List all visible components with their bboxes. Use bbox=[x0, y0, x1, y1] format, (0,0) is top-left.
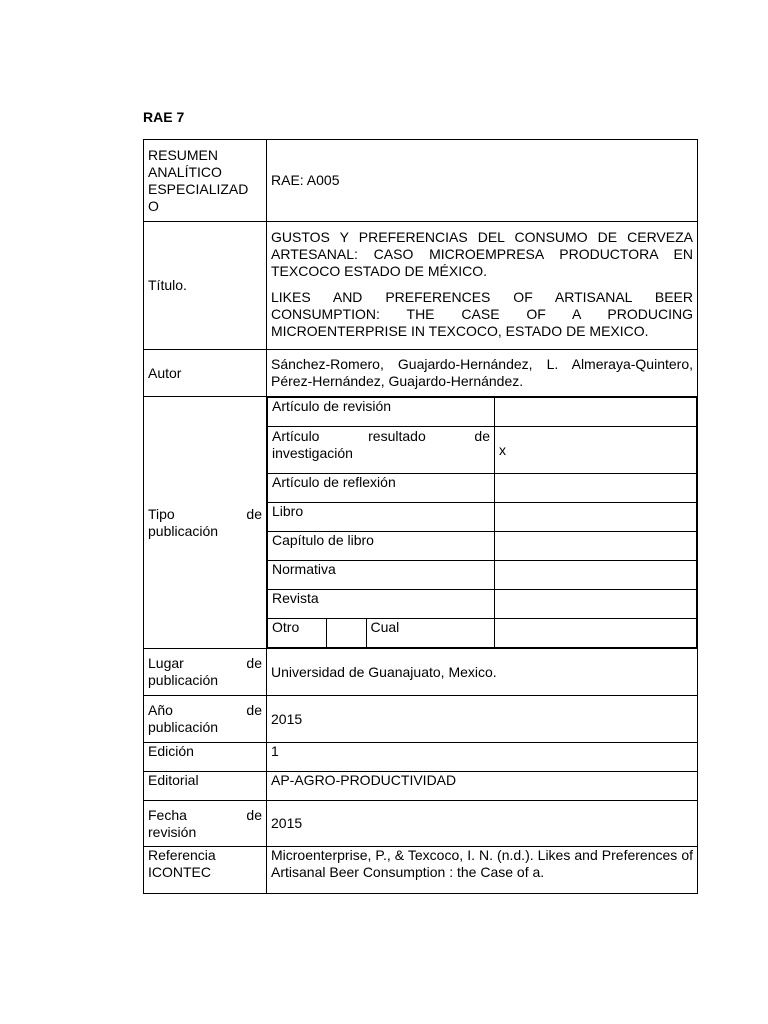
autor-value: Sánchez-Romero, Guajardo-Hernández, L. Almeraya-Quintero, Pérez-Hernández, Guajardo-Hernández. bbox=[267, 350, 698, 397]
tipo-option-row bbox=[268, 503, 697, 532]
header-value: RAE: A005 bbox=[267, 140, 698, 222]
row-titulo bbox=[144, 222, 698, 350]
anio-label-a: Año bbox=[148, 702, 173, 718]
tipo-label-c: publicación bbox=[148, 522, 219, 539]
row-edicion bbox=[144, 743, 698, 772]
fecha-label bbox=[144, 801, 267, 847]
row-header bbox=[144, 140, 698, 222]
tipo-option-label: Artículo de reflexión bbox=[268, 474, 495, 503]
tipo-otro-table bbox=[268, 619, 494, 647]
tipo-option-mark bbox=[495, 532, 697, 561]
tipo-option-label: Artículo de revisión bbox=[268, 398, 495, 427]
lugar-value: Universidad de Guanajuato, Mexico. bbox=[267, 649, 698, 696]
titulo-label: Título. bbox=[144, 222, 267, 350]
tipo-label-b: de bbox=[246, 505, 262, 522]
autor-label: Autor bbox=[144, 350, 267, 397]
lugar-label-c: publicación bbox=[148, 672, 219, 688]
anio-value: 2015 bbox=[267, 696, 698, 743]
row-tipo bbox=[144, 397, 698, 649]
tipo-options bbox=[267, 397, 698, 649]
tipo-otro-row bbox=[268, 619, 697, 648]
anio-label bbox=[144, 696, 267, 743]
tipo-cual-label: Cual bbox=[370, 619, 400, 635]
tipo-option-mark bbox=[495, 474, 697, 503]
fecha-label-c: revisión bbox=[148, 823, 197, 840]
referencia-label-a: Referencia bbox=[148, 847, 216, 863]
referencia-label-b: ICONTEC bbox=[148, 864, 211, 880]
fecha-value: 2015 bbox=[267, 801, 698, 847]
fecha-label-a: Fecha bbox=[148, 806, 187, 823]
lugar-label-b: de bbox=[246, 655, 262, 671]
edicion-label: Edición bbox=[144, 743, 267, 772]
row-autor bbox=[144, 350, 698, 397]
document-heading: RAE 7 bbox=[143, 109, 185, 125]
tipo-otro-label: Otro bbox=[268, 619, 326, 647]
lugar-label bbox=[144, 649, 267, 696]
tipo-option-mark: x bbox=[495, 427, 697, 474]
tipo-option-mark bbox=[495, 590, 697, 619]
tipo-option-row bbox=[268, 398, 697, 427]
edicion-value: 1 bbox=[267, 743, 698, 772]
row-fecha bbox=[144, 801, 698, 847]
tipo-option-row bbox=[268, 561, 697, 590]
titulo-es: GUSTOS Y PREFERENCIAS DEL CONSUMO DE CERVEZA ARTESANAL: CASO MICROEMPRESA PRODUCTORA EN TEXCOCO ESTADO DE MÉXICO. bbox=[271, 229, 693, 279]
tipo-label bbox=[144, 397, 267, 649]
row-referencia bbox=[144, 847, 698, 894]
editorial-value: AP-AGRO-PRODUCTIVIDAD bbox=[267, 772, 698, 801]
tipo-option-label bbox=[268, 427, 495, 474]
titulo-value bbox=[267, 222, 698, 350]
tipo-option-row bbox=[268, 590, 697, 619]
header-label: RESUMEN ANALÍTICO ESPECIALIZAD O bbox=[144, 140, 267, 222]
tipo-option-label: Normativa bbox=[268, 561, 495, 590]
tipo-otro-cell bbox=[268, 619, 495, 648]
tipo-option-label-c: de bbox=[474, 428, 490, 444]
rae-table bbox=[143, 139, 698, 894]
tipo-option-mark bbox=[495, 619, 697, 648]
editorial-label: Editorial bbox=[144, 772, 267, 801]
row-lugar bbox=[144, 649, 698, 696]
row-editorial bbox=[144, 772, 698, 801]
lugar-label-a: Lugar bbox=[148, 655, 184, 671]
tipo-table bbox=[267, 397, 697, 648]
tipo-label-a: Tipo bbox=[148, 505, 175, 522]
referencia-label bbox=[144, 847, 267, 894]
tipo-option-mark bbox=[495, 503, 697, 532]
tipo-option-label: Revista bbox=[268, 590, 495, 619]
tipo-option-label: Capítulo de libro bbox=[268, 532, 495, 561]
anio-label-b: de bbox=[246, 702, 262, 718]
tipo-option-label-b: resultado bbox=[368, 428, 426, 444]
titulo-en: LIKES AND PREFERENCES OF ARTISANAL BEER CONSUMPTION: THE CASE OF A PRODUCING MICROENTERPRISE IN TEXCOCO, ESTADO DE MEXICO. bbox=[271, 289, 693, 339]
tipo-option-mark bbox=[495, 561, 697, 590]
fecha-label-b: de bbox=[246, 806, 262, 823]
tipo-option-row bbox=[268, 532, 697, 561]
tipo-option-label: Libro bbox=[268, 503, 495, 532]
tipo-option-row bbox=[268, 427, 697, 474]
tipo-option-row bbox=[268, 474, 697, 503]
anio-label-c: publicación bbox=[148, 719, 219, 735]
tipo-option-label-d: investigación bbox=[272, 445, 353, 461]
tipo-option-label-a: Artículo bbox=[272, 428, 320, 444]
tipo-otro-value bbox=[326, 619, 366, 647]
row-anio bbox=[144, 696, 698, 743]
tipo-option-mark bbox=[495, 398, 697, 427]
referencia-value: Microenterprise, P., & Texcoco, I. N. (n.d.). Likes and Preferences of Artisanal Beer Consumption : the Case of a. bbox=[267, 847, 698, 894]
